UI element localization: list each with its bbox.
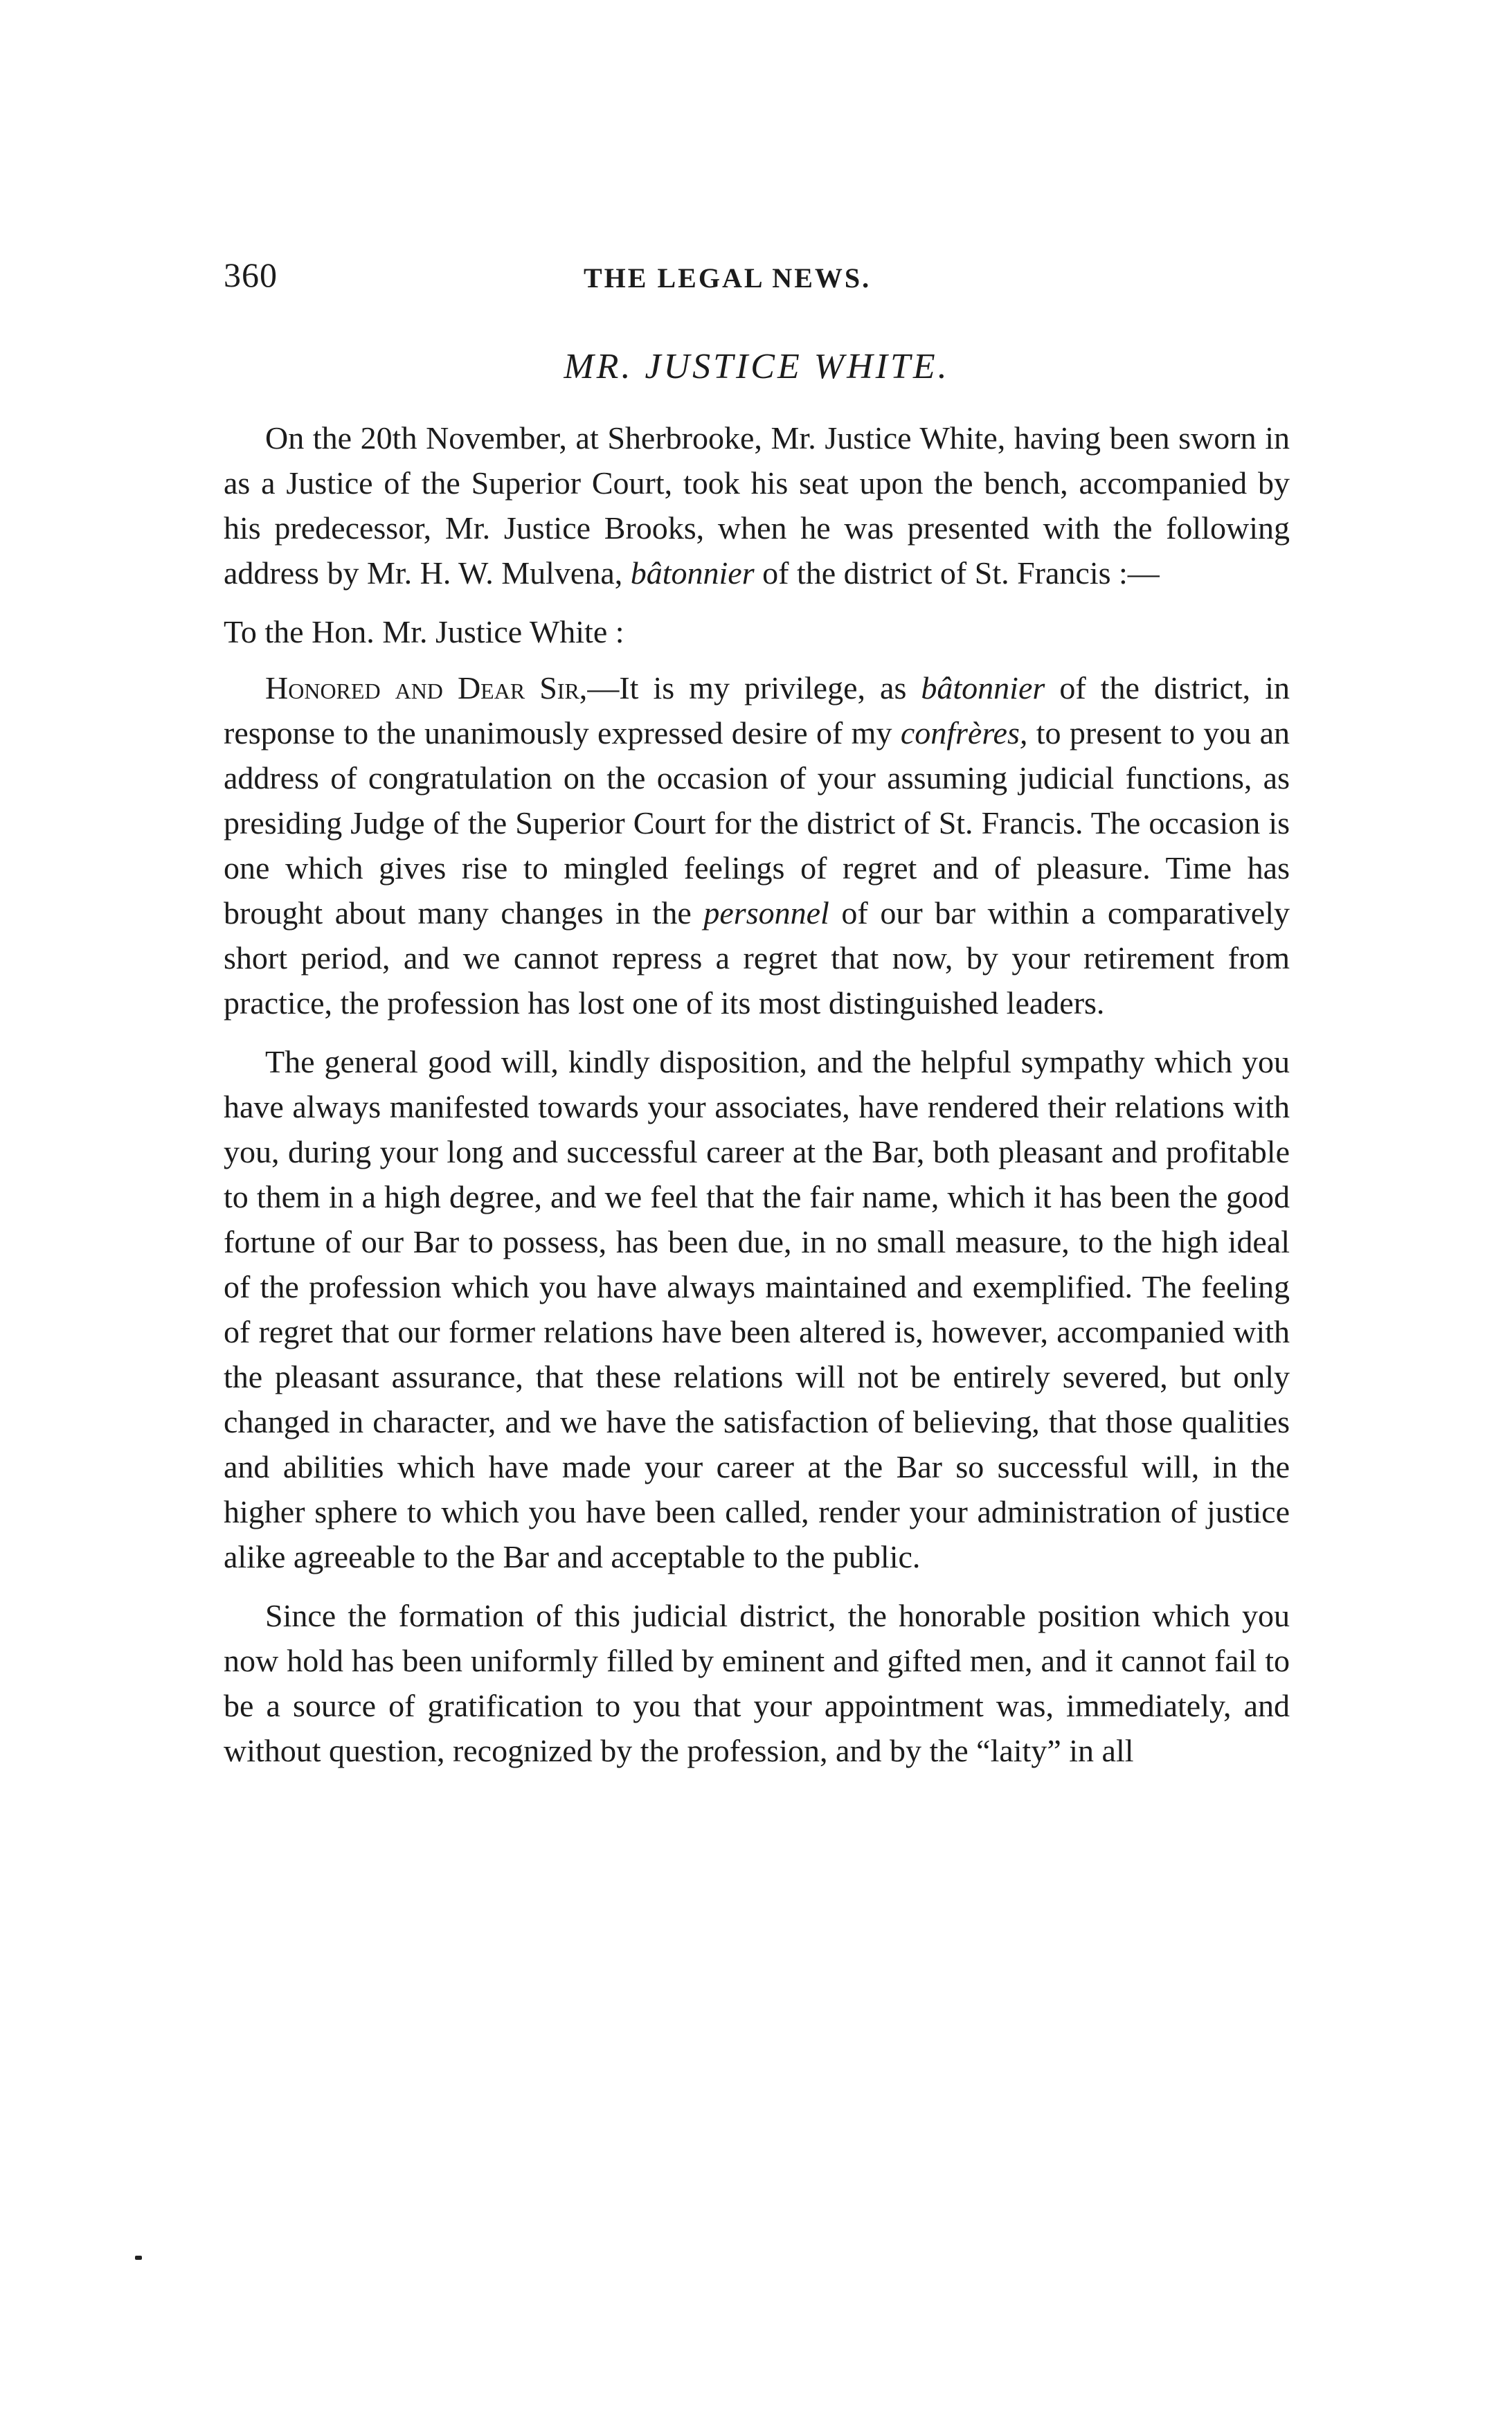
address-p1-text-1: —It is my privilege, as <box>587 670 921 706</box>
address-p1-text-2: of the district, in response to the unanimously expressed desire of my <box>224 670 1290 751</box>
intro-paragraph <box>224 415 1290 595</box>
running-head: THE LEGAL NEWS. <box>584 262 872 294</box>
address-paragraph-3: Since the formation of this judicial district, the honorable position which you now hold has been uniformly filled by eminent and gifted men, and it cannot fail to be a source of gratification to you that your appointment was, immediately, and without question, recognized by the profession, and by the “laity” in all <box>224 1598 1290 1768</box>
ink-speck <box>135 2256 142 2260</box>
address-salutation: To the Hon. Mr. Justice White : <box>224 614 624 649</box>
intro-text-end: of the district of St. Francis :— <box>754 555 1160 591</box>
article-title: MR. JUSTICE WHITE. <box>564 347 950 386</box>
address-greeting: Honored and Dear Sir, <box>265 670 588 706</box>
address-p1-italic-3: personnel <box>703 895 829 931</box>
intro-text: On the 20th November, at Sherbrooke, Mr. Justice White, having been sworn in as a Justice of the Superior Court, took his seat upon the bench, accompanied by his predecessor, Mr. Justice Brooks, when he was presented with the following address by Mr. H. W. Mulvena, <box>224 420 1290 591</box>
page-header <box>224 255 1290 303</box>
page-number: 360 <box>224 255 278 294</box>
address-p1-text-4: of our bar within a comparatively short period, and we cannot repress a regret that now, by your retirement from practice, the profession has lost one of its most distinguished leaders. <box>224 895 1290 1021</box>
address-p1-italic-1: bâtonnier <box>921 670 1045 706</box>
address-p1-italic-2: confrères, <box>900 715 1028 751</box>
address-p1-text-3: to present to you an address of congratulation on the occasion of your assuming judicial functions, as presiding Judge of the Superior Court for the district of St. Francis. The occasion is one which gives rise to mingled feelings of regret and of pleasure. Time has brought about many changes in the <box>224 715 1290 931</box>
address-paragraph-1 <box>224 665 1290 1025</box>
article-body <box>224 415 1290 1787</box>
intro-italic-term: bâtonnier <box>630 555 755 591</box>
address-paragraph-2: The general good will, kindly disposition, and the helpful sympathy which you have always manifested towards your associates, have rendered their relations with you, during your long and successful career at the Bar, both pleasant and profitable to them in a high degree, and we feel that the fair name, which it has been the good fortune of our Bar to possess, has been due, in no small measure, to the high ideal of the profession which you have always maintained and exemplified. The feeling of regret that our former relations have been altered is, however, accompanied with the pleasant assurance, that these relations will not be entirely severed, but only changed in character, and we have the satisfaction of believing, that those qualities and abilities which have made your career at the Bar so successful will, in the higher sphere to which you have been called, render your administration of justice alike agreeable to the Bar and acceptable to the public. <box>224 1044 1290 1574</box>
